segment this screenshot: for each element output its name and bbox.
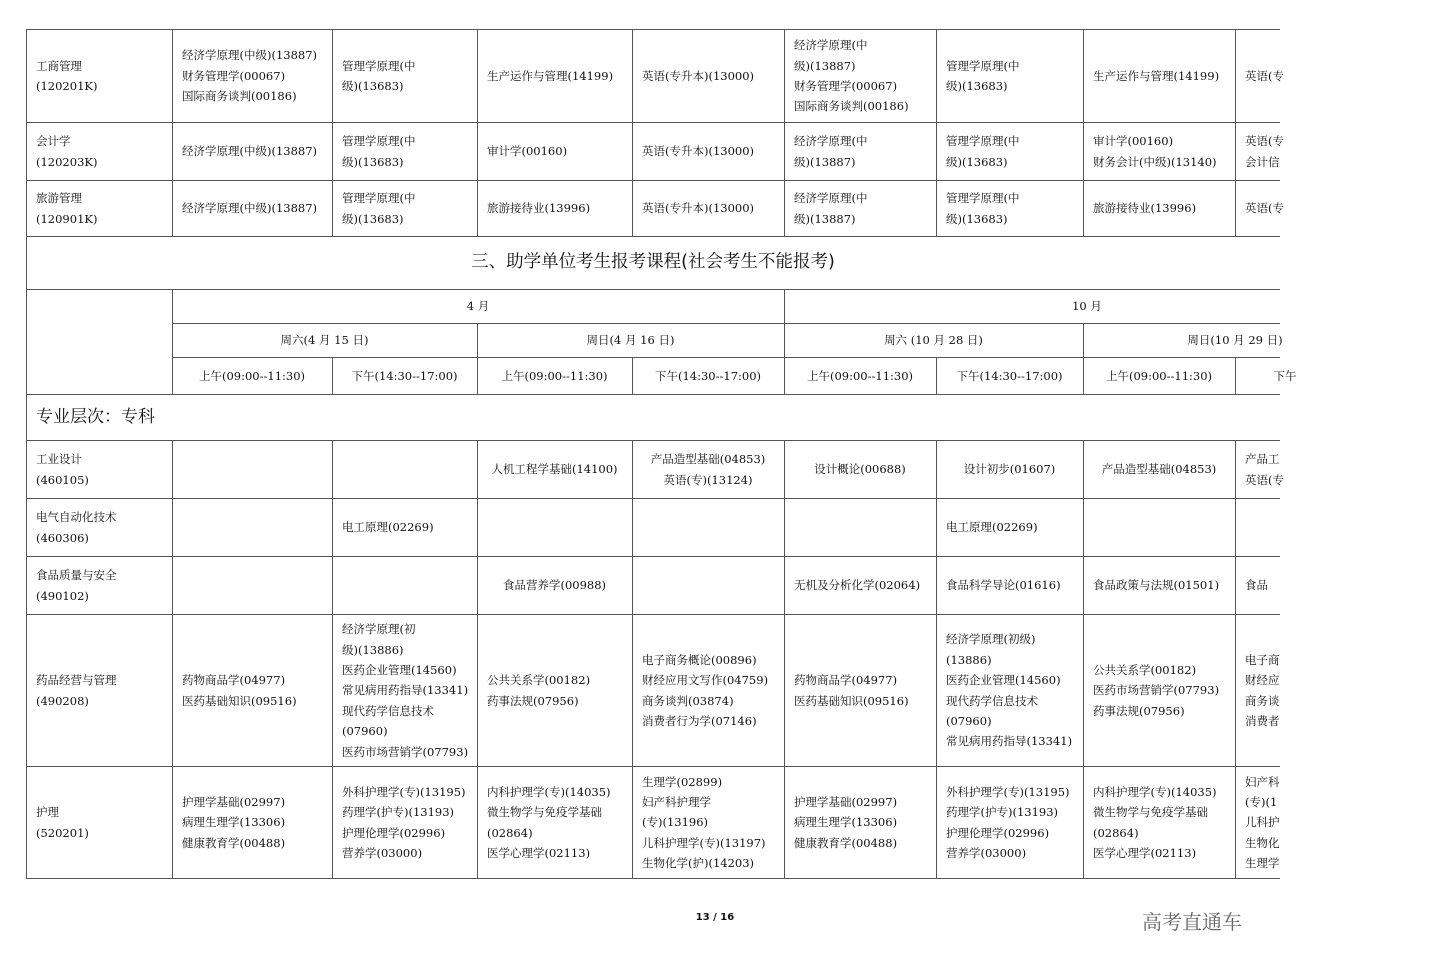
table-rule bbox=[172, 29, 173, 236]
cell-text: (120201K) bbox=[36, 79, 98, 93]
cell-text: 外科护理学(专)(13195) bbox=[946, 784, 1070, 799]
cell-text: (专)(13196) bbox=[642, 815, 709, 830]
table-rule bbox=[26, 394, 27, 440]
cell-text: 设计初步(01607) bbox=[963, 462, 1056, 477]
cell-text: 营养学(03000) bbox=[342, 845, 423, 860]
cell-text: 护理伦理学(02996) bbox=[946, 825, 1050, 840]
cell-text: 药物商品学(04977) bbox=[182, 673, 286, 688]
session-header: 下午(14:30--17:00) bbox=[956, 368, 1063, 383]
cell-text: 公共关系学(00182) bbox=[1093, 662, 1197, 677]
course-cell bbox=[642, 66, 782, 86]
table-rule bbox=[172, 440, 173, 878]
page-number: 13 / 16 bbox=[695, 912, 735, 923]
cell-text: 旅游接待业(13996) bbox=[1093, 201, 1197, 216]
course-cell bbox=[342, 188, 475, 229]
course-cell bbox=[784, 459, 936, 479]
cell-text: 级)(13683) bbox=[342, 211, 404, 226]
course-cell bbox=[1245, 650, 1278, 732]
cell-text: 旅游管理 bbox=[36, 191, 82, 206]
table-rule bbox=[26, 289, 27, 394]
cell-text: (02864) bbox=[1093, 825, 1139, 840]
day-header: 周六(4 月 15 日) bbox=[280, 333, 369, 348]
table-rule bbox=[26, 394, 1280, 395]
course-cell bbox=[794, 575, 934, 595]
course-cell bbox=[794, 35, 934, 117]
course-cell bbox=[946, 517, 1081, 537]
cell-text: 管理学原理(中 bbox=[946, 191, 1020, 206]
cell-text: 管理学原理(中 bbox=[342, 191, 416, 206]
course-cell bbox=[487, 198, 630, 218]
cell-text: 生理学(02899) bbox=[642, 774, 723, 789]
cell-text: (专)(1 bbox=[1245, 794, 1278, 809]
cell-text: 药理学(护专)(13193) bbox=[946, 805, 1059, 820]
cell-text: 人机工程学基础(14100) bbox=[491, 462, 618, 477]
cell-text: 会计信 bbox=[1245, 154, 1280, 169]
cell-text: 营养学(03000) bbox=[946, 845, 1027, 860]
course-cell bbox=[794, 670, 934, 711]
table-rule bbox=[332, 440, 333, 878]
table-rule bbox=[26, 180, 1280, 181]
table-rule bbox=[632, 29, 633, 236]
session-header: 下午(14:30--17:00) bbox=[351, 368, 458, 383]
table-rule bbox=[1235, 440, 1236, 878]
course-cell bbox=[1093, 782, 1233, 864]
course-cell bbox=[1093, 660, 1233, 721]
course-cell bbox=[946, 575, 1081, 595]
course-cell bbox=[946, 56, 1081, 97]
table-rule bbox=[784, 440, 785, 878]
table-rule bbox=[477, 440, 478, 878]
cell-text: (490102) bbox=[36, 588, 89, 603]
cell-text: 商务谈 bbox=[1245, 693, 1280, 708]
cell-text: 医学心理学(02113) bbox=[1093, 845, 1197, 860]
cell-text: 内科护理学(专)(14035) bbox=[1093, 784, 1217, 799]
table-rule bbox=[332, 357, 333, 394]
cell-text: 健康教育学(00488) bbox=[794, 835, 898, 850]
course-cell bbox=[342, 619, 475, 762]
cell-text: 医学心理学(02113) bbox=[487, 845, 591, 860]
course-cell bbox=[936, 459, 1083, 479]
course-cell bbox=[1093, 198, 1233, 218]
cell-text: 医药企业管理(14560) bbox=[342, 662, 457, 677]
table-rule bbox=[172, 289, 173, 394]
cell-text: 电工原理(02269) bbox=[946, 520, 1038, 535]
cell-text: 经济学原理(中 bbox=[794, 134, 868, 149]
cell-text: 级)(13887) bbox=[794, 58, 856, 73]
session-header: 上午(09:00--11:30) bbox=[1105, 368, 1213, 383]
course-cell bbox=[342, 131, 475, 172]
major-name bbox=[36, 802, 170, 843]
cell-text: 级)(13683) bbox=[342, 79, 404, 93]
major-name bbox=[36, 565, 170, 606]
course-cell bbox=[642, 650, 782, 732]
cell-text: 电工原理(02269) bbox=[342, 520, 434, 535]
cell-text: 公共关系学(00182) bbox=[487, 673, 591, 688]
day-header: 周日(10 月 29 日) bbox=[1187, 333, 1283, 348]
cell-text: 食品营养学(00988) bbox=[502, 578, 607, 593]
table-rule bbox=[26, 289, 1280, 290]
cell-text: 护理 bbox=[36, 805, 59, 820]
cell-text: 电子商 bbox=[1245, 652, 1280, 667]
cell-text: 消费者 bbox=[1245, 713, 1280, 728]
course-cell bbox=[1245, 772, 1278, 874]
session-header: 上午(09:00--11:30) bbox=[806, 368, 914, 383]
cell-text: 医药企业管理(14560) bbox=[946, 673, 1061, 688]
cell-text: 英语(专升本)(13000) bbox=[642, 144, 755, 159]
cell-text: 级)(13683) bbox=[946, 211, 1008, 226]
table-rule bbox=[26, 878, 1280, 879]
course-cell bbox=[1083, 459, 1235, 479]
course-cell bbox=[182, 670, 330, 711]
course-cell bbox=[632, 449, 784, 490]
month-october: 10 月 bbox=[1072, 299, 1102, 314]
major-name bbox=[36, 188, 170, 229]
cell-text: 国际商务谈判(00186) bbox=[182, 89, 297, 104]
course-cell bbox=[182, 45, 330, 106]
cell-text: (07960) bbox=[342, 724, 388, 739]
table-rule bbox=[26, 29, 27, 236]
course-cell bbox=[946, 629, 1081, 751]
major-name bbox=[36, 131, 170, 172]
table-rule bbox=[26, 614, 1280, 615]
cell-text: 常见病用药指导(13341) bbox=[342, 683, 469, 698]
major-name bbox=[36, 507, 170, 548]
course-cell bbox=[794, 131, 934, 172]
cell-text: 病理生理学(13306) bbox=[794, 815, 898, 830]
session-header: 上午(09:00--11:30) bbox=[501, 368, 608, 383]
cell-text: 财务会计(中级)(13140) bbox=[1093, 154, 1217, 169]
cell-text: 外科护理学(专)(13195) bbox=[342, 784, 466, 799]
cell-text: 电气自动化技术 bbox=[36, 510, 117, 525]
course-cell bbox=[342, 56, 475, 97]
course-cell bbox=[487, 66, 630, 86]
cell-text: 经济学原理(初级) bbox=[946, 632, 1036, 647]
cell-text: 经济学原理(中级)(13887) bbox=[182, 48, 318, 63]
cell-text: 经济学原理(初 bbox=[342, 622, 416, 637]
course-cell bbox=[477, 575, 632, 595]
cell-text: 产品工 bbox=[1245, 452, 1280, 467]
cell-text: (460105) bbox=[36, 472, 89, 487]
day-header: 周六 (10 月 28 日) bbox=[884, 333, 983, 348]
cell-text: 级)(13887) bbox=[794, 211, 856, 226]
table-rule bbox=[632, 440, 633, 878]
cell-text: 常见病用药指导(13341) bbox=[946, 734, 1073, 749]
cell-text: 生物化学(护)(14203) bbox=[642, 856, 755, 871]
course-cell bbox=[794, 188, 934, 229]
cell-text: 英语(专 bbox=[1245, 68, 1284, 83]
cell-text: 医药基础知识(09516) bbox=[794, 693, 909, 708]
table-rule bbox=[26, 122, 1280, 123]
cell-text: 管理学原理(中 bbox=[946, 134, 1020, 149]
table-rule bbox=[1083, 440, 1084, 878]
day-header: 周日(4 月 16 日) bbox=[586, 333, 675, 348]
course-cell bbox=[642, 772, 782, 874]
cell-text: 国际商务谈判(00186) bbox=[794, 99, 909, 114]
course-cell bbox=[946, 131, 1081, 172]
cell-text: 病理生理学(13306) bbox=[182, 815, 286, 830]
table-rule bbox=[26, 440, 1280, 441]
cell-text: 健康教育学(00488) bbox=[182, 835, 286, 850]
month-april: 4 月 bbox=[466, 299, 490, 314]
table-rule bbox=[26, 440, 27, 878]
major-name bbox=[36, 56, 170, 97]
cell-text: 审计学(00160) bbox=[1093, 134, 1174, 149]
cell-text: 护理学基础(02997) bbox=[794, 794, 898, 809]
cell-text: (02864) bbox=[487, 825, 533, 840]
cell-text: 现代药学信息技术 bbox=[946, 693, 1038, 708]
table-rule bbox=[477, 29, 478, 236]
course-cell bbox=[1245, 575, 1278, 595]
course-cell bbox=[1245, 198, 1284, 218]
cell-text: 级)(13683) bbox=[946, 154, 1008, 169]
cell-text: 经济学原理(中 bbox=[794, 38, 868, 53]
cell-text: 管理学原理(中 bbox=[342, 58, 416, 73]
level-label: 专业层次：专科 bbox=[36, 407, 155, 427]
cell-text: 生理学 bbox=[1245, 856, 1280, 871]
cell-text: 微生物学与免疫学基础 bbox=[487, 805, 602, 820]
cell-text: 级)(13887) bbox=[794, 154, 856, 169]
cell-text: 级)(13683) bbox=[946, 79, 1008, 93]
cell-text: 旅游接待业(13996) bbox=[487, 201, 591, 216]
cell-text: (13886) bbox=[946, 652, 992, 667]
session-header: 上午(09:00--11:30) bbox=[198, 368, 306, 383]
course-cell bbox=[182, 141, 330, 161]
cell-text: 财经应用文写作(04759) bbox=[642, 673, 769, 688]
course-cell bbox=[1245, 449, 1284, 490]
cell-text: 医药市场营销学(07793) bbox=[1093, 683, 1220, 698]
cell-text: 英语(专升本)(13000) bbox=[642, 68, 755, 83]
section-title: 三、助学单位考生报考课程(社会考生不能报考) bbox=[471, 252, 835, 272]
table-rule bbox=[936, 357, 937, 394]
cell-text: (520201) bbox=[36, 825, 89, 840]
watermark: 高考直通车 bbox=[1142, 910, 1242, 934]
cell-text: 管理学原理(中 bbox=[342, 134, 416, 149]
cell-text: 英语(专 bbox=[1245, 134, 1284, 149]
cell-text: 药事法规(07956) bbox=[487, 693, 579, 708]
cell-text: 级)(13683) bbox=[342, 154, 404, 169]
cell-text: 微生物学与免疫学基础 bbox=[1093, 805, 1208, 820]
cell-text: 财务管理学(00067) bbox=[182, 68, 286, 83]
cell-text: 消费者行为学(07146) bbox=[642, 713, 757, 728]
course-cell bbox=[1093, 66, 1233, 86]
cell-text: 无机及分析化学(02064) bbox=[794, 578, 921, 593]
cell-text: 级)(13886) bbox=[342, 642, 404, 657]
cell-text: 内科护理学(专)(14035) bbox=[487, 784, 611, 799]
cell-text: 妇产科护理学 bbox=[642, 794, 711, 809]
cell-text: 食品科学导论(01616) bbox=[946, 578, 1061, 593]
course-cell bbox=[1245, 131, 1284, 172]
table-rule bbox=[784, 289, 785, 394]
cell-text: 设计概论(00688) bbox=[814, 462, 906, 477]
cell-text: (460306) bbox=[36, 530, 89, 545]
cell-text: 会计学 bbox=[36, 134, 71, 149]
cell-text: (120203K) bbox=[36, 154, 98, 169]
session-header: 下午(14:30--17:00) bbox=[654, 368, 762, 383]
table-rule bbox=[26, 556, 1280, 557]
cell-text: 药物商品学(04977) bbox=[794, 673, 898, 688]
cell-text: 经济学原理(中级)(13887) bbox=[182, 144, 318, 159]
cell-text: 妇产科 bbox=[1245, 774, 1280, 789]
table-rule bbox=[332, 29, 333, 236]
course-cell bbox=[642, 141, 782, 161]
major-name bbox=[36, 449, 170, 490]
table-rule bbox=[1083, 323, 1084, 394]
table-rule bbox=[1235, 29, 1236, 236]
course-cell bbox=[182, 792, 330, 853]
cell-text: 管理学原理(中 bbox=[946, 58, 1020, 73]
cell-text: 英语(专升本)(13000) bbox=[642, 201, 755, 216]
cell-text: 英语(专)(13124) bbox=[663, 472, 753, 487]
cell-text: 审计学(00160) bbox=[487, 144, 568, 159]
cell-text: 护理伦理学(02996) bbox=[342, 825, 446, 840]
cell-text: (490208) bbox=[36, 693, 89, 708]
cell-text: 儿科护 bbox=[1245, 815, 1280, 830]
cell-text: 医药市场营销学(07793) bbox=[342, 744, 469, 759]
course-cell bbox=[342, 517, 475, 537]
cell-text: 财经应 bbox=[1245, 673, 1280, 688]
cell-text: 生产运作与管理(14199) bbox=[487, 68, 614, 83]
cell-text: 食品政策与法规(01501) bbox=[1093, 578, 1220, 593]
table-rule bbox=[172, 323, 1280, 324]
cell-text: 经济学原理(中级)(13887) bbox=[182, 201, 318, 216]
table-rule bbox=[26, 29, 1280, 30]
table-rule bbox=[936, 440, 937, 878]
cell-text: 生物化 bbox=[1245, 835, 1280, 850]
course-cell bbox=[487, 670, 630, 711]
table-rule bbox=[172, 357, 1280, 358]
course-cell bbox=[946, 188, 1081, 229]
cell-text: 药事法规(07956) bbox=[1093, 703, 1185, 718]
course-cell bbox=[342, 782, 475, 864]
course-cell bbox=[642, 198, 782, 218]
session-header: 下午 bbox=[1273, 368, 1297, 383]
cell-text: 财务管理学(00067) bbox=[794, 79, 898, 93]
cell-text: 药品经营与管理 bbox=[36, 673, 117, 688]
cell-text: 儿科护理学(专)(13197) bbox=[642, 835, 766, 850]
cell-text: 医药基础知识(09516) bbox=[182, 693, 297, 708]
course-cell bbox=[487, 141, 630, 161]
cell-text: 食品质量与安全 bbox=[36, 568, 117, 583]
course-cell bbox=[946, 782, 1081, 864]
cell-text: 英语(专 bbox=[1245, 201, 1284, 216]
major-name bbox=[36, 670, 170, 711]
table-rule bbox=[632, 357, 633, 394]
cell-text: 现代药学信息技术 bbox=[342, 703, 434, 718]
cell-text: 电子商务概论(00896) bbox=[642, 652, 757, 667]
cell-text: 产品造型基础(04853) bbox=[650, 452, 766, 467]
table-rule bbox=[26, 766, 1280, 767]
table-rule bbox=[784, 29, 785, 236]
table-rule bbox=[1235, 357, 1236, 394]
course-cell bbox=[1093, 131, 1233, 172]
course-cell bbox=[1093, 575, 1233, 595]
cell-text: 工业设计 bbox=[36, 452, 82, 467]
cell-text: 经济学原理(中 bbox=[794, 191, 868, 206]
cell-text: 工商管理 bbox=[36, 58, 82, 73]
table-rule bbox=[936, 29, 937, 236]
course-cell bbox=[487, 782, 630, 864]
cell-text: 护理学基础(02997) bbox=[182, 794, 286, 809]
cell-text: (120901K) bbox=[36, 211, 98, 226]
course-cell bbox=[477, 459, 632, 479]
course-cell bbox=[182, 198, 330, 218]
table-rule bbox=[1083, 29, 1084, 236]
cell-text: 英语(专 bbox=[1245, 472, 1284, 487]
cell-text: (07960) bbox=[946, 713, 992, 728]
table-rule bbox=[477, 323, 478, 394]
course-cell bbox=[1245, 66, 1284, 86]
cell-text: 食品 bbox=[1245, 578, 1268, 593]
cell-text: 商务谈判(03874) bbox=[642, 693, 734, 708]
cell-text: 生产运作与管理(14199) bbox=[1093, 68, 1220, 83]
table-rule bbox=[26, 498, 1280, 499]
course-cell bbox=[794, 792, 934, 853]
cell-text: 药理学(护专)(13193) bbox=[342, 805, 455, 820]
cell-text: 产品造型基础(04853) bbox=[1101, 462, 1217, 477]
